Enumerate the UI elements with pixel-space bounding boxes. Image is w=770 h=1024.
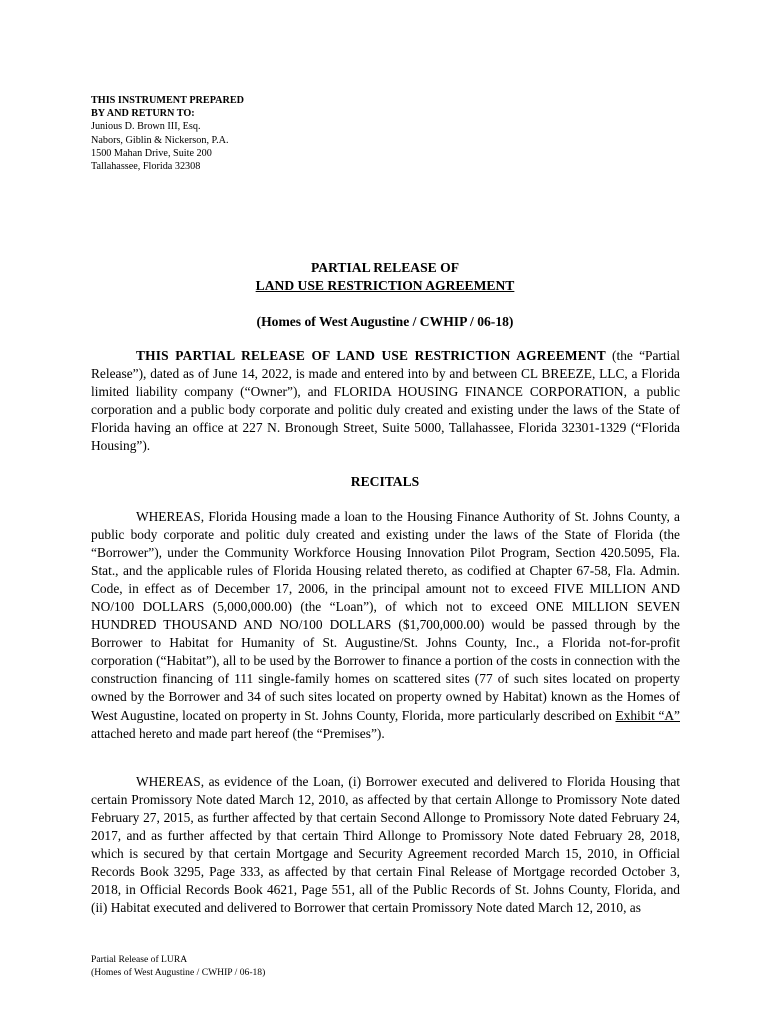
page-footer bbox=[91, 954, 265, 979]
recital-paragraph-1 bbox=[91, 508, 680, 743]
footer-line2: (Homes of West Augustine / CWHIP / 06-18) bbox=[91, 966, 266, 978]
exhibit-a-reference: Exhibit “A” bbox=[615, 707, 680, 723]
footer-line1: Partial Release of LURA bbox=[91, 954, 188, 965]
preparer-street: 1500 Mahan Drive, Suite 200 bbox=[91, 147, 212, 159]
preparer-firm: Nabors, Giblin & Nickerson, P.A. bbox=[91, 134, 229, 146]
recital1-text-after: attached hereto and made part hereof (the “Premises”). bbox=[91, 725, 385, 741]
recitals-heading: RECITALS bbox=[350, 474, 420, 489]
preparer-block bbox=[91, 94, 244, 173]
recital2-text: WHEREAS, as evidence of the Loan, (i) Borrower executed and delivered to Florida Housing that certain Promissory Note dated March 12, 2010, as affected by that certain Allonge to Promissory Note dated February 27, 2015, as further affected by that certain Second Allonge to Promissory Note dated February 24, 2017, and as further affected by that certain Third Allonge to Promissory Note dated February 28, 2018, which is secured by that certain Mortgage and Security Agreement recorded March 15, 2010, in Official Records Book 3295, Page 333, as affected by that certain Final Release of Mortgage recorded October 3, 2018, in Official Records Book 4621, Page 551, all of the Public Records of St. Johns County, Florida, and (ii) Habitat executed and delivered to Borrower that certain Promissory Note dated March 12, 2010, as bbox=[91, 774, 680, 916]
document-subtitle: (Homes of West Augustine / CWHIP / 06-18) bbox=[256, 314, 514, 329]
intro-paragraph bbox=[91, 347, 680, 455]
preparer-city: Tallahassee, Florida 32308 bbox=[91, 161, 201, 173]
preparer-heading-line1: THIS INSTRUMENT PREPARED bbox=[91, 95, 245, 106]
intro-text: (the “Partial Release”), dated as of June 14, 2022, is made and entered into by and between CL BREEZE, LLC, a Florida limited liability company (“Owner”), and FLORIDA HOUSING FINANCE CORPORATION, a public corporation and a public body corporate and politic duly created and existing under the laws of the State of Florida having an office at 227 N. Bronough Street, Suite 5000, Tallahassee, Florida 32301-1329 (“Florida Housing”). bbox=[91, 348, 680, 454]
recital-paragraph-2 bbox=[91, 773, 680, 917]
recital1-text-before: WHEREAS, Florida Housing made a loan to the Housing Finance Authority of St. Johns County, a public body corporate and politic duly created and existing under the laws of the State of Florida (the “Borrower”), under the Community Workforce Housing Innovation Pilot Program, Section 420.5095, Fla. Stat., and the applicable rules of Florida Housing related thereto, as codified at Chapter 67-58, Fla. Admin. Code, in effect as of December 17, 2006, in the principal amount not to exceed FIVE MILLION AND NO/100 DOLLARS (5,000,000.00) (the “Loan”), of which not to exceed ONE MILLION SEVEN HUNDRED THOUSAND AND NO/100 DOLLARS ($1,700,000.00) would be passed through by the Borrower to Habitat for Humanity of St. Augustine/St. Johns County, Inc., a Florida not-for-profit corporation (“Habitat”), all to be used by the Borrower to finance a portion of the costs in connection with the construction financing of 111 single-family homes on scattered sites (77 of such sites located on property owned by the Borrower and 34 of such sites located on property owned by Habitat) known as the Homes of West Augustine, located on property in St. Johns County, Florida, more particularly described on bbox=[91, 509, 681, 723]
document-title-line1: PARTIAL RELEASE OF bbox=[310, 260, 460, 275]
document-title-line2: LAND USE RESTRICTION AGREEMENT bbox=[255, 278, 515, 293]
preparer-heading-line2: BY AND RETURN TO: bbox=[91, 108, 195, 120]
preparer-name: Junious D. Brown III, Esq. bbox=[91, 121, 201, 133]
intro-bold-lead: THIS PARTIAL RELEASE OF LAND USE RESTRICTION AGREEMENT bbox=[136, 348, 606, 363]
